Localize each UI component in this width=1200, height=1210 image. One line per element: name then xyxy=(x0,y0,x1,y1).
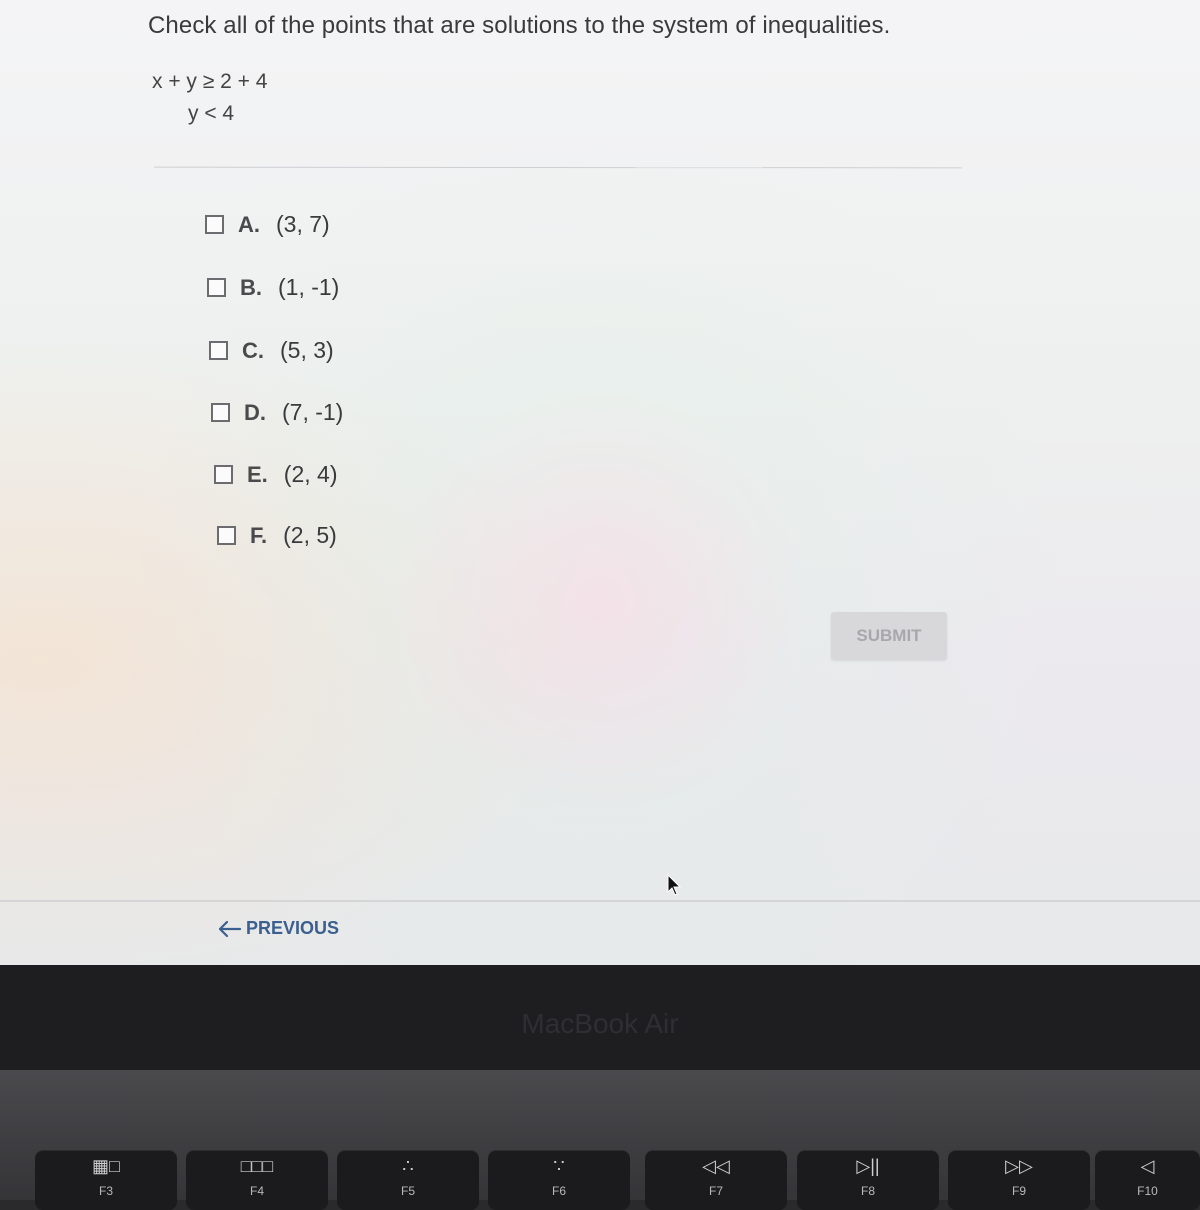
previous-label: PREVIOUS xyxy=(246,918,340,938)
key-label: F4 xyxy=(249,1184,264,1198)
keyboard-brightness-up-icon: ∵ xyxy=(553,1156,565,1176)
submit-button[interactable]: SUBMIT xyxy=(831,612,947,660)
laptop-brand-label: MacBook Air xyxy=(521,1008,679,1039)
option-e[interactable] xyxy=(214,461,337,488)
mission-control-icon: ▦□ xyxy=(92,1156,120,1176)
mute-icon: ◁ xyxy=(1140,1156,1155,1176)
option-value: (1, -1) xyxy=(278,274,340,300)
key-f5[interactable] xyxy=(337,1150,479,1210)
option-value: (5, 3) xyxy=(280,337,334,363)
play-pause-icon: ▷|| xyxy=(856,1156,880,1176)
option-f[interactable] xyxy=(217,522,337,549)
key-f6[interactable] xyxy=(488,1150,630,1210)
key-label: F6 xyxy=(551,1184,566,1198)
key-label: F10 xyxy=(1137,1184,1158,1198)
launchpad-icon: □□□ xyxy=(240,1156,274,1176)
checkbox-f[interactable] xyxy=(217,526,236,545)
arrow-left-icon xyxy=(216,919,242,939)
mouse-cursor-icon xyxy=(667,874,683,898)
inequality-2: y < 4 xyxy=(188,102,235,125)
option-letter: A. xyxy=(238,211,260,237)
key-f8[interactable] xyxy=(797,1150,939,1210)
key-f4[interactable] xyxy=(186,1150,328,1210)
key-label: F8 xyxy=(860,1184,875,1198)
key-f10[interactable] xyxy=(1095,1150,1200,1210)
option-letter: C. xyxy=(242,337,264,363)
key-f7[interactable] xyxy=(645,1150,787,1210)
fast-forward-icon: ▷▷ xyxy=(1005,1156,1033,1176)
inequality-1: x + y ≥ 2 + 4 xyxy=(152,70,268,93)
checkbox-a[interactable] xyxy=(205,215,224,234)
option-letter: E. xyxy=(247,461,268,487)
rewind-icon: ◁◁ xyxy=(702,1156,730,1176)
key-f9[interactable] xyxy=(948,1150,1090,1210)
key-label: F7 xyxy=(708,1184,723,1198)
option-letter: B. xyxy=(240,274,262,300)
keyboard-brightness-down-icon: ∴ xyxy=(402,1156,414,1176)
question-text: Check all of the points that are solutions to the system of inequalities. xyxy=(148,12,891,39)
checkbox-d[interactable] xyxy=(211,403,230,422)
option-a[interactable] xyxy=(205,211,330,238)
option-c[interactable] xyxy=(209,337,334,364)
option-value: (2, 4) xyxy=(283,461,338,487)
key-label: F9 xyxy=(1011,1184,1026,1198)
option-d[interactable] xyxy=(211,399,343,426)
option-value: (2, 5) xyxy=(283,522,337,548)
option-value: (7, -1) xyxy=(282,399,344,425)
checkbox-c[interactable] xyxy=(209,341,228,360)
key-f3[interactable] xyxy=(35,1150,177,1210)
key-label: F5 xyxy=(400,1184,415,1198)
option-value: (3, 7) xyxy=(276,211,330,237)
option-letter: D. xyxy=(244,399,266,425)
checkbox-b[interactable] xyxy=(207,278,226,297)
checkbox-e[interactable] xyxy=(214,465,233,484)
option-letter: F. xyxy=(250,522,268,548)
key-label: F3 xyxy=(98,1184,113,1198)
previous-button[interactable] xyxy=(216,918,339,939)
option-b[interactable] xyxy=(207,274,339,301)
divider xyxy=(154,167,962,169)
